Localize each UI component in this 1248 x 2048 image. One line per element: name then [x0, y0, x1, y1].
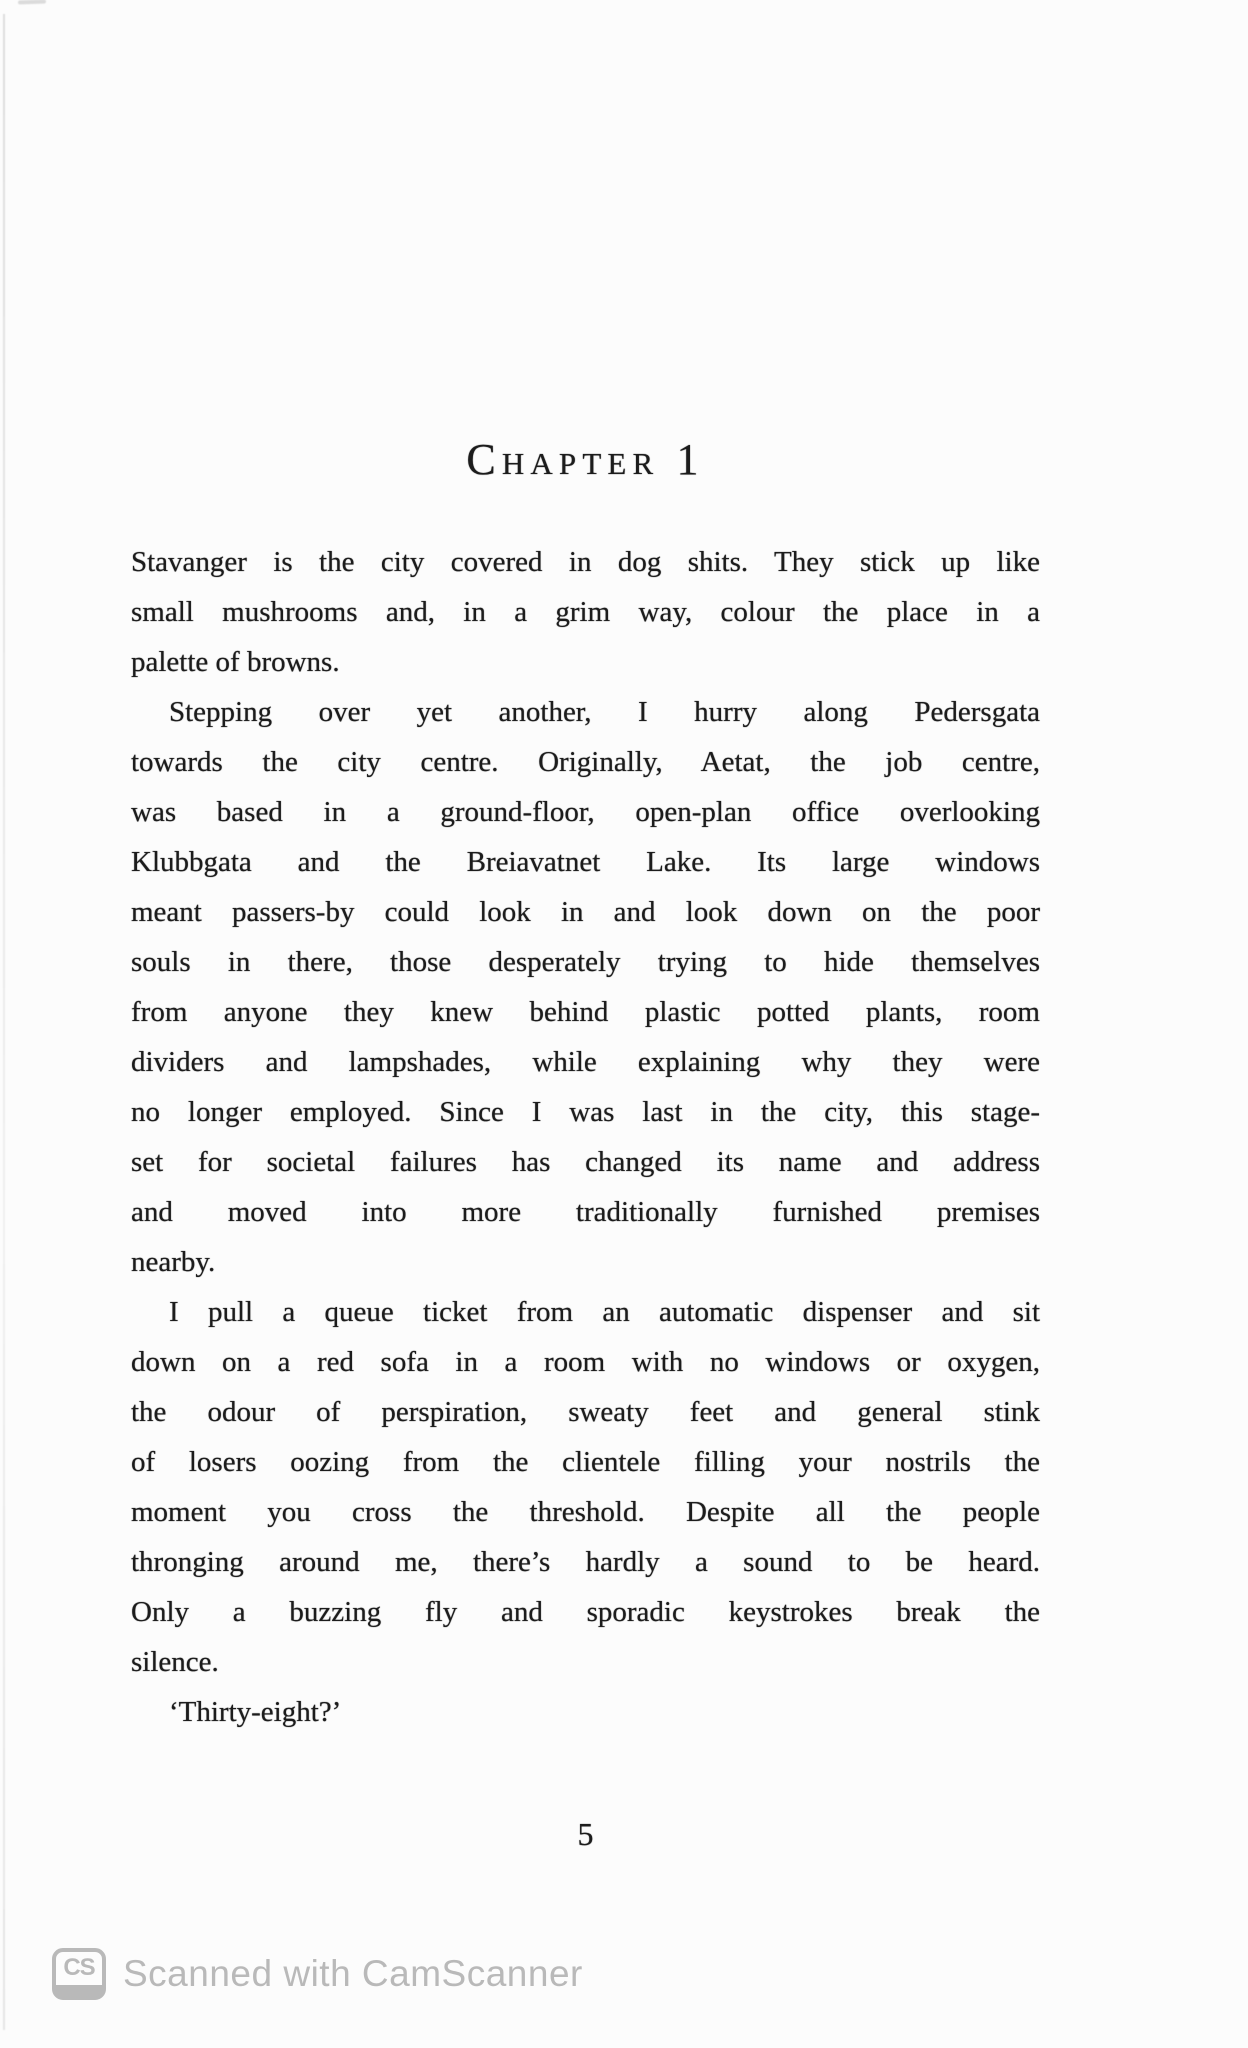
text-line: small mushrooms and, in a grim way, colour the place in a — [131, 596, 1040, 628]
text-line: ‘Thirty-eight?’ — [169, 1696, 342, 1728]
text-line: of losers oozing from the clientele filling your nostrils the — [131, 1446, 1040, 1478]
text-line: I pull a queue ticket from an automatic dispenser and sit — [169, 1296, 1040, 1328]
text-line: towards the city centre. Originally, Aetat, the job centre, — [131, 746, 1040, 778]
text-line: and moved into more traditionally furnished premises — [131, 1196, 1040, 1228]
page-edge-shadow — [3, 14, 5, 2030]
scan-scratch-artifact — [18, 0, 46, 4]
text-line: set for societal failures has changed its name and address — [131, 1146, 1040, 1178]
text-line: moment you cross the threshold. Despite all the people — [131, 1496, 1040, 1528]
page-body — [131, 537, 1040, 1737]
text-line: meant passers-by could look in and look down on the poor — [131, 896, 1040, 928]
text-line: no longer employed. Since I was last in the city, this stage- — [131, 1096, 1040, 1128]
camscanner-watermark — [52, 1948, 583, 2000]
text-line: down on a red sofa in a room with no windows or oxygen, — [131, 1346, 1040, 1378]
text-line: the odour of perspiration, sweaty feet and general stink — [131, 1396, 1040, 1428]
chapter-heading: Chapter 1 — [466, 435, 705, 484]
text-line: Klubbgata and the Breiavatnet Lake. Its large windows — [131, 846, 1040, 878]
page-number: 5 — [577, 1816, 594, 1852]
text-line: Stavanger is the city covered in dog shits. They stick up like — [131, 546, 1040, 578]
text-line: was based in a ground-floor, open-plan office overlooking — [131, 796, 1040, 828]
text-line: silence. — [131, 1646, 219, 1678]
text-line: Only a buzzing fly and sporadic keystrokes break the — [131, 1596, 1040, 1628]
camscanner-watermark-label: Scanned with CamScanner — [123, 1953, 583, 1994]
camscanner-logo-bar — [54, 1985, 104, 1998]
text-line: souls in there, those desperately trying to hide themselves — [131, 946, 1040, 978]
text-line: thronging around me, there’s hardly a sound to be heard. — [131, 1546, 1040, 1578]
camscanner-logo-icon — [52, 1948, 106, 2000]
text-line: palette of browns. — [131, 646, 340, 678]
text-line: nearby. — [131, 1246, 216, 1278]
text-line: Stepping over yet another, I hurry along Pedersgata — [169, 696, 1040, 728]
text-line: from anyone they knew behind plastic potted plants, room — [131, 996, 1040, 1028]
text-line: dividers and lampshades, while explaining why they were — [131, 1046, 1040, 1078]
camscanner-logo-text: CS — [63, 1954, 95, 1981]
